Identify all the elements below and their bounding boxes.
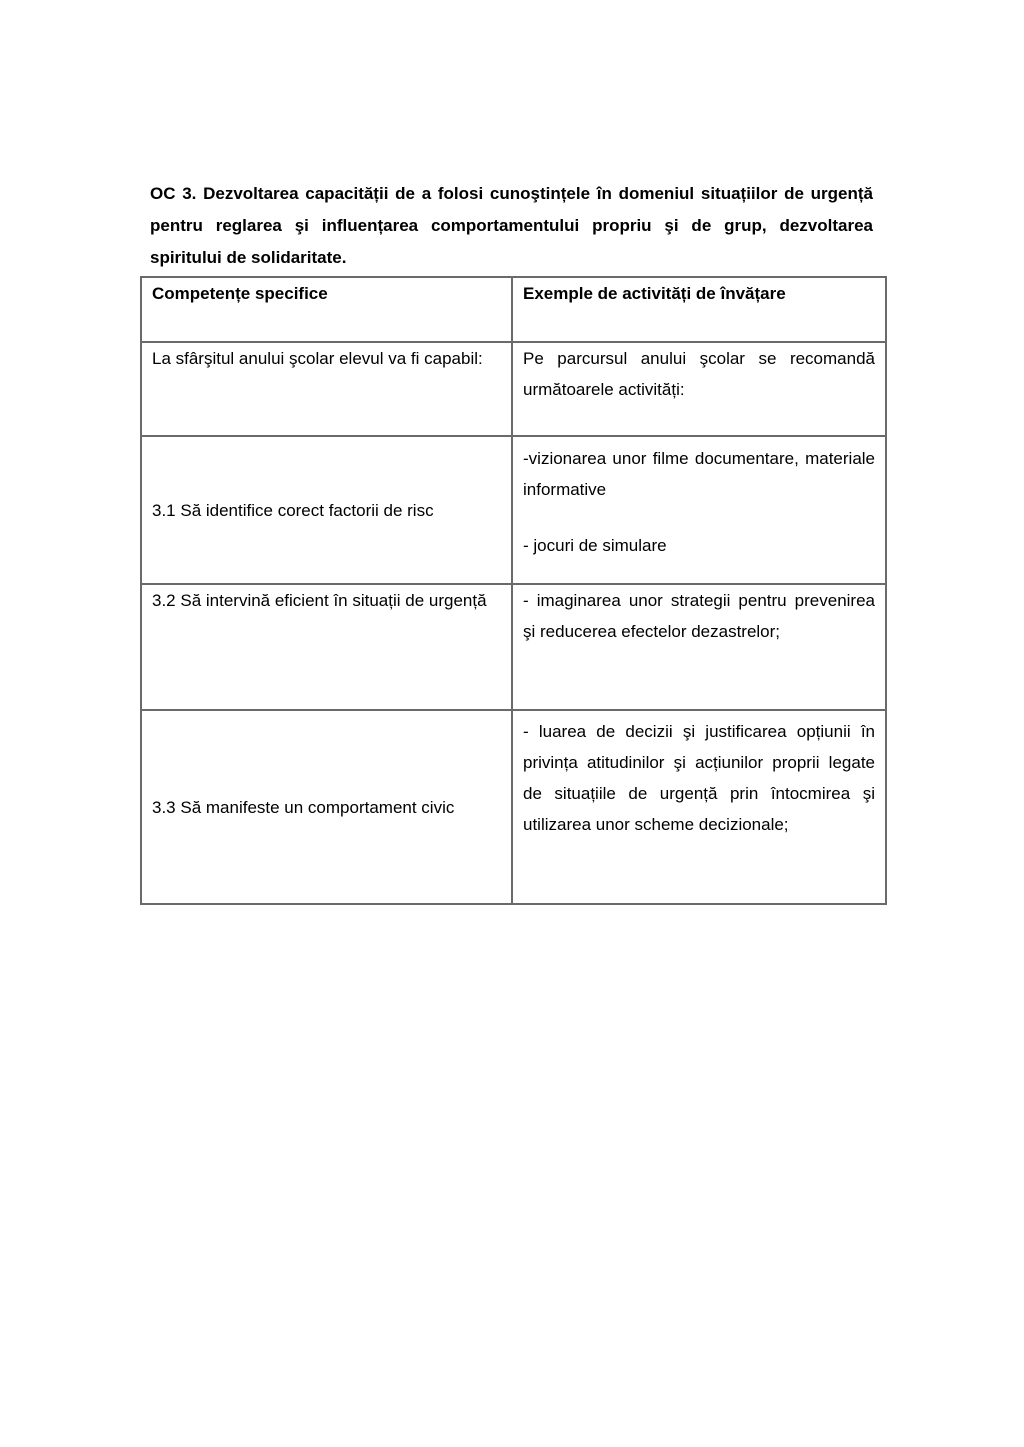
table-row: [141, 584, 886, 710]
header-activities: Exemple de activități de învățare: [512, 277, 886, 342]
competencies-table: [140, 276, 887, 905]
activity-cell: [512, 584, 886, 710]
competency-cell: 3.3 Să manifeste un comportament civic: [141, 710, 512, 904]
competency-cell: La sfârşitul anului şcolar elevul va fi capabil:: [141, 342, 512, 436]
table-row: [141, 436, 886, 584]
activity-text: -vizionarea unor filme documentare, materiale informative: [523, 449, 875, 499]
competency-cell: 3.1 Să identifice corect factorii de risc: [141, 436, 512, 584]
activity-cell: [512, 342, 886, 436]
activity-text: - imaginarea unor strategii pentru prevenirea şi reducerea efectelor dezastrelor;: [523, 591, 875, 641]
activity-text: - jocuri de simulare: [523, 536, 667, 555]
table-row: [141, 342, 886, 436]
table-header-row: [141, 277, 886, 342]
paragraph-gap: [523, 505, 875, 530]
header-competencies: Competențe specifice: [141, 277, 512, 342]
activity-cell: [512, 710, 886, 904]
activity-text: Pe parcursul anului şcolar se recomandă următoarele activități:: [523, 349, 875, 399]
activity-cell: [512, 436, 886, 584]
activity-text: - luarea de decizii şi justificarea opțiunii în privința atitudinilor şi acțiunilor proprii legate de situațiile de urgență prin întocmirea şi utilizarea unor scheme decizionale;: [523, 722, 875, 834]
competency-cell: 3.2 Să intervină eficient în situații de urgență: [141, 584, 512, 710]
section-heading: OC 3. Dezvoltarea capacității de a folosi cunoştințele în domeniul situațiilor de urgență pentru reglarea şi influențarea comportamentului propriu şi de grup, dezvoltarea spiritului de solidaritate.: [150, 184, 873, 267]
table-row: [141, 710, 886, 904]
